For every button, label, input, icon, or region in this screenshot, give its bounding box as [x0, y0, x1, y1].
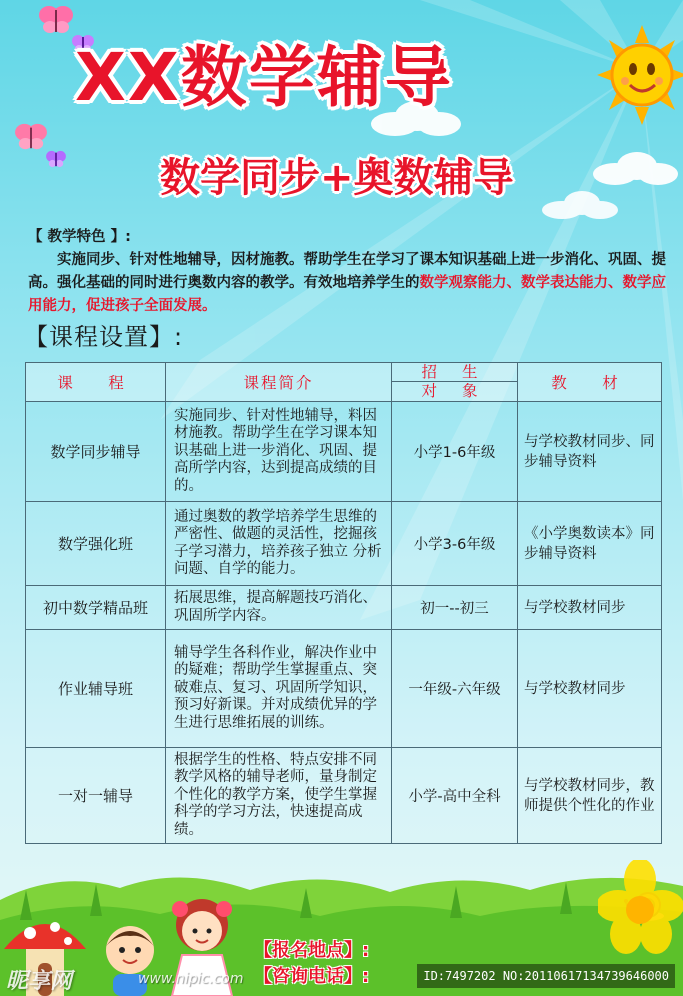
course-section-title: 【课程设置】: — [24, 323, 184, 351]
header-target-top: 招 生 — [392, 363, 517, 382]
header-material: 教 材 — [518, 363, 662, 402]
course-intro: 拓展思维，提高解题技巧消化、巩固所学内容。 — [166, 586, 392, 630]
table-row — [26, 502, 662, 586]
features-highlight-text: 数学观察能力、数学表达能力、数学应用能力，促进孩子全面发展。 — [28, 275, 666, 314]
header-target-bottom: 对 象 — [421, 382, 488, 400]
course-target: 初一--初三 — [392, 586, 518, 630]
header-course: 课 程 — [26, 363, 166, 402]
course-intro: 通过奥数的教学培养学生思维的严密性、做题的灵活性，挖掘孩子学习潜力，培养孩子独立 分析问题、自学的能力。 — [166, 502, 392, 586]
course-intro: 辅导学生各科作业，解决作业中的疑难；帮助学生掌握重点、突破难点、复习、巩固所学知识，预习好新课。并对成绩优异的学生进行思维拓展的训练。 — [166, 630, 392, 748]
butterfly-icon — [14, 122, 48, 152]
teaching-features — [28, 226, 668, 318]
course-material: 《小学奥数读本》同步辅导资料 — [518, 502, 662, 586]
table-row — [26, 586, 662, 630]
header-target — [392, 363, 518, 402]
course-material: 与学校教材同步 — [518, 630, 662, 748]
consult-phone-label: 【咨询电话】: — [254, 966, 370, 987]
course-name: 一对一辅导 — [26, 748, 166, 844]
features-body-text: 实施同步、针对性地辅导，因材施教。帮助学生在学习了课本知识基础上进一步消化、巩固、提高。强化基础的同时进行奥数内容的教学。有效地培养学生的 — [28, 252, 666, 291]
course-target: 小学1-6年级 — [392, 402, 518, 502]
watermark-logo: 昵享网 — [6, 969, 73, 994]
signup-address-label: 【报名地点】: — [254, 940, 370, 961]
cloud-icon — [590, 150, 680, 186]
features-heading: 【 教学特色 】: — [28, 229, 131, 245]
table-row — [26, 748, 662, 844]
table-row — [26, 402, 662, 502]
butterfly-icon — [46, 150, 66, 168]
course-name: 数学强化班 — [26, 502, 166, 586]
course-target: 小学-高中全科 — [392, 748, 518, 844]
course-material: 与学校教材同步，教师提供个性化的作业 — [518, 748, 662, 844]
course-name: 数学同步辅导 — [26, 402, 166, 502]
course-target: 小学3-6年级 — [392, 502, 518, 586]
flower-icon — [598, 860, 683, 956]
course-intro: 根据学生的性格、特点安排不同教学风格的辅导老师，量身制定个性化的教学方案，使学生掌握科学的学习方法，快速提高成绩。 — [166, 748, 392, 844]
course-target: 一年级-六年级 — [392, 630, 518, 748]
course-name: 初中数学精品班 — [26, 586, 166, 630]
butterfly-icon — [38, 4, 74, 36]
page-title: XX数学辅导 — [75, 39, 453, 116]
sun-icon — [597, 25, 683, 125]
course-material: 与学校教材同步 — [518, 586, 662, 630]
table-header-row — [26, 363, 662, 402]
table-row — [26, 630, 662, 748]
header-intro: 课程简介 — [166, 363, 392, 402]
watermark-bar — [0, 962, 683, 996]
course-table — [25, 362, 662, 844]
course-intro: 实施同步、针对性地辅导，料因材施教。帮助学生在学习课本知识基础上进一步消化、巩固、提高所学内容，达到提高成绩的目的。 — [166, 402, 392, 502]
page-subtitle: 数学同步+奥数辅导 — [160, 155, 514, 201]
features-body — [28, 249, 668, 318]
course-name: 作业辅导班 — [26, 630, 166, 748]
watermark-id: ID:7497202 NO:20110617134739646000 — [417, 964, 675, 988]
course-material: 与学校教材同步、同步辅导资料 — [518, 402, 662, 502]
watermark-url[interactable]: www.nipic.com — [138, 971, 244, 987]
